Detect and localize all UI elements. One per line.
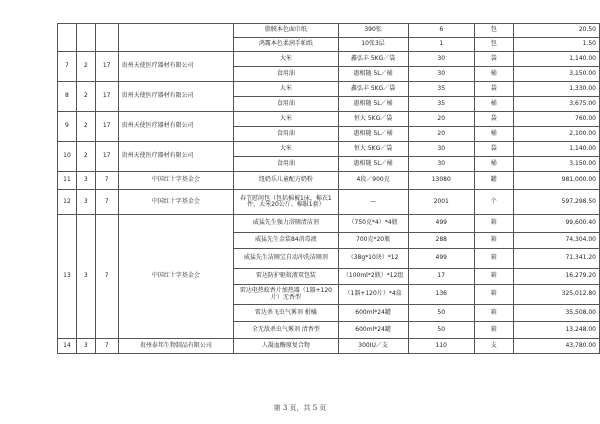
cell-unit: 箱 (474, 269, 513, 285)
cell-item: 食用油 (234, 127, 339, 142)
cell-amount: 981,000.00 (513, 172, 599, 190)
cell-qty: 499 (408, 215, 474, 233)
cell-spec: 恒大 5KG／袋 (338, 112, 408, 127)
cell-no: 9 (58, 112, 77, 142)
cell-unit: 箱 (474, 215, 513, 233)
cell-spec: 700克*20瓶 (338, 233, 408, 249)
cell-no: 14 (58, 339, 77, 354)
cell-org (118, 24, 233, 52)
cell-spec: 10张3层 (338, 38, 408, 52)
cell-item: 食用油 (234, 97, 339, 112)
cell-qty: 30 (408, 67, 474, 82)
cell-spec: 300IU／支 (338, 339, 408, 354)
cell-item: 雷达防护驱蚊液双包装 (234, 269, 339, 285)
cell-no: 8 (58, 82, 77, 112)
cell-item: 雷达杀飞虫气雾剂 柑橘 (234, 305, 339, 322)
cell-amount: 597,298.50 (513, 190, 599, 215)
cell-qty: 20 (408, 112, 474, 127)
cell-qty: 35 (408, 82, 474, 97)
cell-qty: 1 (408, 38, 474, 52)
cell-no: 13 (58, 215, 77, 339)
cell-amount: 71,341.20 (513, 249, 599, 269)
cell-qty: 30 (408, 157, 474, 172)
cell-c: 17 (95, 82, 118, 112)
cell-unit: 箱 (474, 233, 513, 249)
table-row (58, 52, 600, 67)
cell-item: 大米 (234, 52, 339, 67)
page-number-footer: 第 3 页，共 5 页 (273, 404, 327, 412)
cell-item: 雷达电热蚊香片加热器（1器+120片）无香型 (234, 285, 339, 305)
cell-spec: 390张 (338, 24, 408, 38)
cell-spec: 鑫弘丰 5KG／袋 (338, 82, 408, 97)
cell-org: 贵州泰邦生物制品有限公司 (118, 339, 233, 354)
cell-unit: 包 (474, 24, 513, 38)
cell-item: 大米 (234, 82, 339, 97)
cell-no: 10 (58, 142, 77, 172)
table-row (58, 190, 600, 215)
table-row (58, 112, 600, 127)
cell-spec: 4段／900克 (338, 172, 408, 190)
cell-amount: 2,100.00 (513, 127, 599, 142)
cell-unit: 桶 (474, 157, 513, 172)
cell-spec: 恒大 5KG／袋 (338, 142, 408, 157)
cell-spec: 惠相随 5L／桶 (338, 67, 408, 82)
cell-b: 2 (76, 82, 95, 112)
cell-spec: （38g*10块）*12 (338, 249, 408, 269)
cell-qty: 13080 (408, 172, 474, 190)
cell-unit: 箱 (474, 322, 513, 339)
cell-org: 贵州天使医疗器材有限公司 (118, 112, 233, 142)
cell-b: 2 (76, 52, 95, 82)
cell-qty: 288 (408, 233, 474, 249)
cell-amount: 325,012.80 (513, 285, 599, 305)
cell-spec: 惠相随 5L／桶 (338, 127, 408, 142)
cell-qty: 17 (408, 269, 474, 285)
cell-org: 贵州天使医疗器材有限公司 (118, 142, 233, 172)
cell-b: 2 (76, 142, 95, 172)
table-row (58, 24, 600, 38)
cell-unit: 包 (474, 38, 513, 52)
cell-spec: 鑫弘丰 5KG／袋 (338, 52, 408, 67)
cell-amount: 3,150.00 (513, 157, 599, 172)
cell-qty: 499 (408, 249, 474, 269)
cell-qty: 110 (408, 339, 474, 354)
cell-unit: 袋 (474, 52, 513, 67)
cell-spec: （1器+120片）*4盒 (338, 285, 408, 305)
cell-qty: 20 (408, 127, 474, 142)
cell-c: 17 (95, 142, 118, 172)
cell-spec: 惠相随 5L／桶 (338, 97, 408, 112)
cell-org: 中国红十字基金会 (118, 215, 233, 339)
cell-item: 人凝血酶原复合物 (234, 339, 339, 354)
cell-b: 2 (76, 112, 95, 142)
cell-unit: 支 (474, 339, 513, 354)
cell-b: 3 (76, 215, 95, 339)
cell-item: 春节慰问包（包括棉被1床、棉衣1件、大米20公斤、棉服1套） (234, 190, 339, 215)
cell-spec: — (338, 190, 408, 215)
cell-qty: 50 (408, 322, 474, 339)
cell-org: 中国红十字基金会 (118, 190, 233, 215)
cell-item: 大米 (234, 112, 339, 127)
cell-unit: 袋 (474, 112, 513, 127)
cell-amount: 13,248.00 (513, 322, 599, 339)
cell-amount: 99,600.40 (513, 215, 599, 233)
cell-item: 大米 (234, 142, 339, 157)
table-row (58, 215, 600, 233)
cell-item: 脂膜本色面巾纸 (234, 24, 339, 38)
cell-c: 7 (95, 339, 118, 354)
cell-c: 7 (95, 172, 118, 190)
cell-c: 7 (95, 215, 118, 339)
cell-qty: 50 (408, 305, 474, 322)
table-row (58, 142, 600, 157)
cell-b: 3 (76, 172, 95, 190)
cell-amount: 16,279.20 (513, 269, 599, 285)
cell-item: 威猛先生洁厕宝自动冲洗洁厕剂 (234, 249, 339, 269)
cell-amount: 1,140.00 (513, 52, 599, 67)
cell-amount: 43,780.00 (513, 339, 599, 354)
cell-unit: 箱 (474, 249, 513, 269)
cell-org: 贵州天使医疗器材有限公司 (118, 82, 233, 112)
cell-spec: 600ml*24罐 (338, 322, 408, 339)
cell-amount: 3,150.00 (513, 67, 599, 82)
cell-qty: 136 (408, 285, 474, 305)
cell-unit: 个 (474, 190, 513, 215)
cell-unit: 箱 (474, 285, 513, 305)
cell-spec: 600ml*24罐 (338, 305, 408, 322)
cell-amount: 1,330.00 (513, 82, 599, 97)
cell-no: 12 (58, 190, 77, 215)
cell-qty: 2001 (408, 190, 474, 215)
cell-item: 威猛先生强力浴厕清洁剂 (234, 215, 339, 233)
cell-unit: 罐 (474, 172, 513, 190)
cell-org: 中国红十字基金会 (118, 172, 233, 190)
table-row (58, 82, 600, 97)
cell-b: 3 (76, 339, 95, 354)
cell-c: 7 (95, 190, 118, 215)
cell-amount: 35,508.00 (513, 305, 599, 322)
cell-no: 7 (58, 52, 77, 82)
cell-c: 17 (95, 112, 118, 142)
cell-unit: 桶 (474, 97, 513, 112)
cell-spec: （750克*4）*4瓶 (338, 215, 408, 233)
cell-b (76, 24, 95, 52)
cell-amount: 20.50 (513, 24, 599, 38)
cell-spec: 惠相随 5L／桶 (338, 157, 408, 172)
cell-item: 鸿露本色柔润手帕纸 (234, 38, 339, 52)
donation-table (57, 23, 600, 354)
cell-qty: 30 (408, 52, 474, 67)
cell-qty: 6 (408, 24, 474, 38)
cell-unit: 袋 (474, 142, 513, 157)
cell-unit: 箱 (474, 305, 513, 322)
cell-qty: 35 (408, 97, 474, 112)
cell-amount: 1.50 (513, 38, 599, 52)
cell-amount: 760.00 (513, 112, 599, 127)
cell-unit: 桶 (474, 67, 513, 82)
table-row (58, 172, 600, 190)
cell-unit: 袋 (474, 82, 513, 97)
cell-item: 食用油 (234, 157, 339, 172)
table-row (58, 339, 600, 354)
cell-org: 贵州天使医疗器材有限公司 (118, 52, 233, 82)
cell-item: 纽奶乐儿童配方奶粉 (234, 172, 339, 190)
cell-c (95, 24, 118, 52)
cell-b: 3 (76, 190, 95, 215)
cell-amount: 3,675.00 (513, 97, 599, 112)
cell-spec: （100ml*2瓶）*12组 (338, 269, 408, 285)
cell-no (58, 24, 77, 52)
cell-item: 全无敌杀虫气雾剂 清香型 (234, 322, 339, 339)
cell-amount: 74,304.00 (513, 233, 599, 249)
cell-amount: 1,140.00 (513, 142, 599, 157)
cell-no: 11 (58, 172, 77, 190)
cell-unit: 桶 (474, 127, 513, 142)
cell-item: 食用油 (234, 67, 339, 82)
cell-qty: 30 (408, 142, 474, 157)
cell-c: 17 (95, 52, 118, 82)
cell-item: 威猛先生金装84消毒液 (234, 233, 339, 249)
